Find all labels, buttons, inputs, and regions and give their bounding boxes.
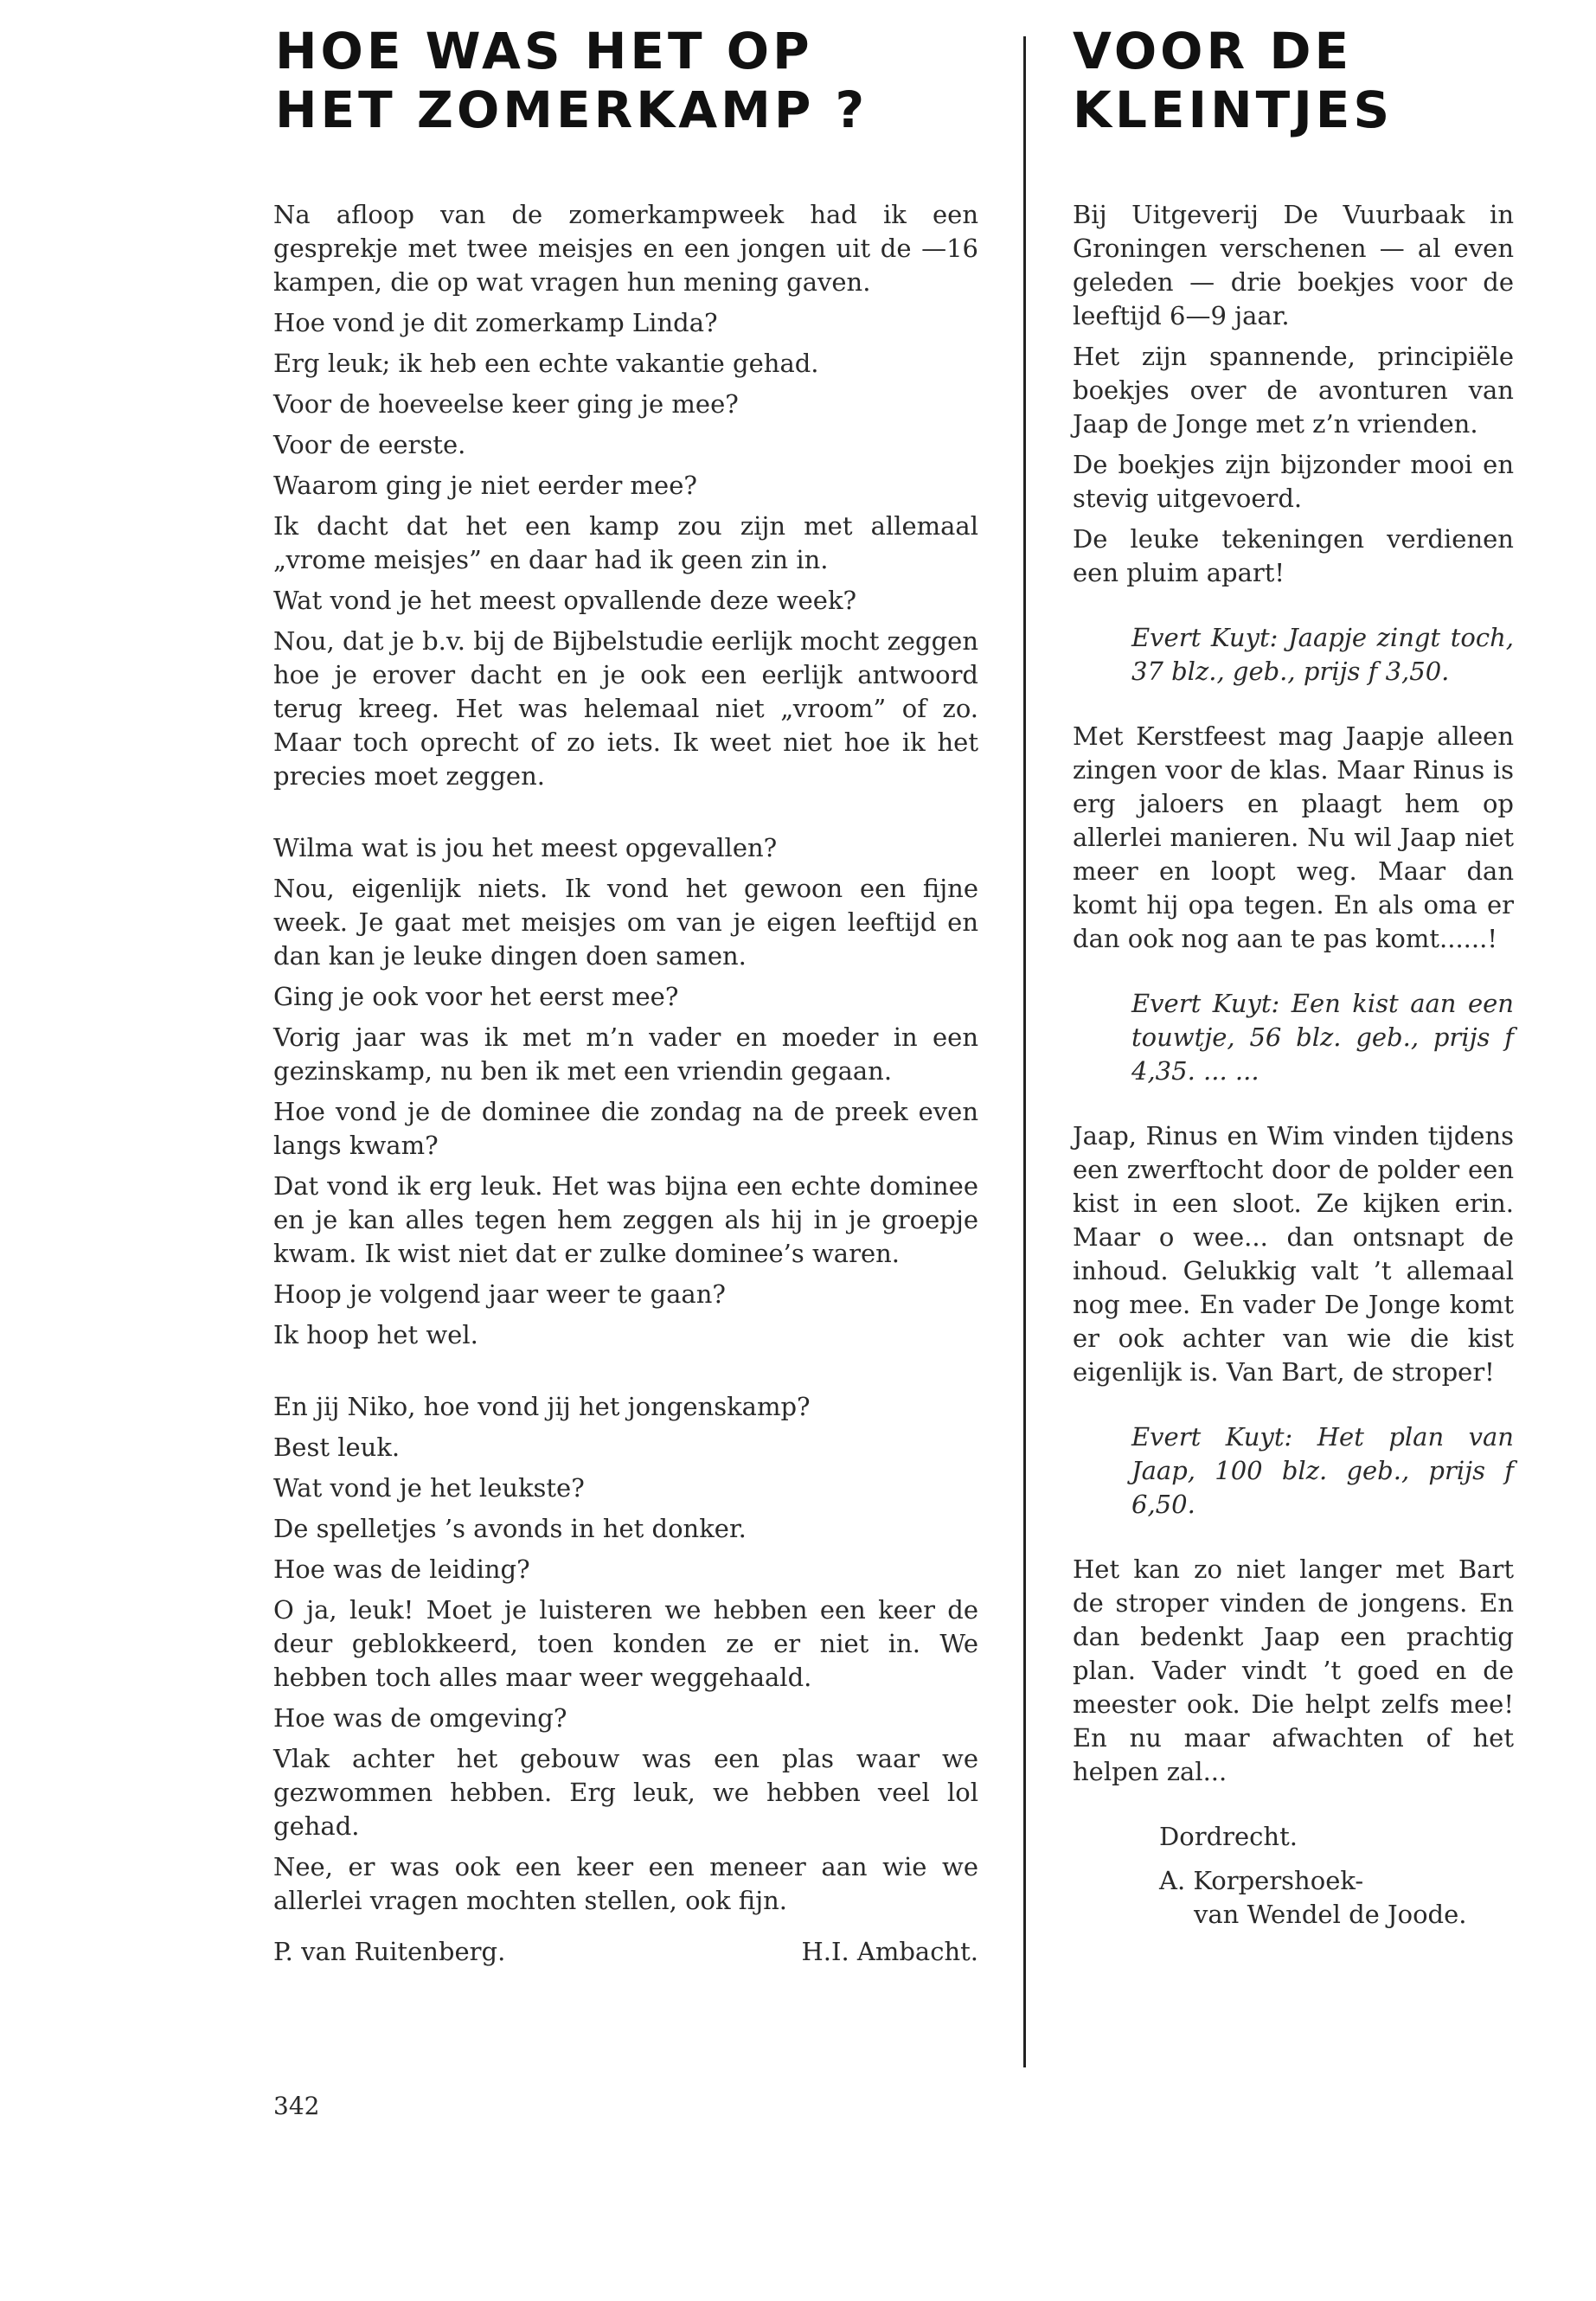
intro-paragraph: Na afloop van de zomerkampweek had ik een gesprekje met twee meisjes en een jongen uit de —16 kampen, die op wat vragen hun mening gaven.	[273, 200, 978, 297]
right-article-body	[1073, 198, 1514, 1932]
left-place: H.I. Ambacht.	[801, 1937, 978, 1966]
answer: Nou, dat je b.v. bij de Bijbelstudie eerlijk mocht zeggen hoe je erover dacht en je ook een eerlijk antwoord terug kreeg. Het was helemaal niet „vroom” of zo. Maar toch oprecht of zo iets. Ik weet niet hoe ik het precies moet zeggen.	[273, 626, 978, 791]
answer: Ik hoop het wel.	[273, 1320, 478, 1349]
right-author-line-2: van Wendel de Joode.	[1194, 1900, 1467, 1929]
question: Waarom ging je niet eerder mee?	[273, 471, 697, 500]
question: Voor de hoeveelse keer ging je mee?	[273, 389, 739, 419]
intro-paragraph: De leuke tekeningen verdienen een pluim apart!	[1073, 524, 1514, 587]
right-author	[1159, 1864, 1514, 1932]
answer: Vorig jaar was ik met m’n vader en moeder in een gezinskamp, nu ben ik met een vriendin gegaan.	[273, 1022, 978, 1086]
answer: Best leuk.	[273, 1433, 401, 1462]
left-title-line-1: HOE WAS HET OP	[275, 22, 813, 80]
answer: Voor de eerste.	[273, 430, 466, 459]
right-author-line-1: A. Korpershoek-	[1159, 1866, 1364, 1895]
question: Hoe was de leiding?	[273, 1554, 530, 1584]
left-title-line-2: HET ZOMERKAMP ?	[275, 80, 869, 139]
answer: Erg leuk; ik heb een echte vakantie gehad.	[273, 349, 819, 378]
section-gap	[273, 1359, 978, 1390]
page-number: 342	[273, 2092, 320, 2120]
answer: O ja, leuk! Moet je luisteren we hebben een keer de deur geblokkeerd, toen konden ze er niet in. We hebben toch alles maar weer weggehaald.	[273, 1595, 978, 1692]
answer: Nee, er was ook een keer een meneer aan wie we allerlei vragen mochten stellen, ook fijn.	[273, 1852, 978, 1915]
answer: Ik dacht dat het een kamp zou zijn met allemaal „vrome meisjes” en daar had ik geen zin in.	[273, 511, 978, 574]
question: Ging je ook voor het eerst mee?	[273, 982, 679, 1011]
right-title-line-2: KLEINTJES	[1073, 80, 1394, 139]
intro-paragraph: Het zijn spannende, principiële boekjes over de avonturen van Jaap de Jonge met z’n vrienden.	[1073, 342, 1514, 439]
book-description-2: Jaap, Rinus en Wim vinden tijdens een zwerftocht door de polder een kist in een sloot. Ze kijken erin. Maar o wee... dan ontsnapt de inhoud. Gelukkig valt ’t allemaal nog mee. En vader De Jonge komt er ook achter van wie die kist eigenlijk is. Van Bart, de stroper!	[1073, 1121, 1514, 1387]
left-signature	[273, 1935, 978, 1969]
question: Wilma wat is jou het meest opgevallen?	[273, 833, 778, 862]
question: Hoe was de omgeving?	[273, 1703, 567, 1733]
section-gap	[273, 800, 978, 831]
answer: Nou, eigenlijk niets. Ik vond het gewoon een fijne week. Je gaat met meisjes om van je eigen leeftijd en dan kan je leuke dingen doen samen.	[273, 874, 978, 971]
question: Wat vond je het leukste?	[273, 1473, 585, 1503]
right-article-title	[1073, 22, 1557, 139]
right-sign-place: Dordrecht.	[1159, 1822, 1298, 1851]
question: Hoe vond je dit zomerkamp Linda?	[273, 308, 718, 337]
book-reference-3: Evert Kuyt: Het plan van Jaap, 100 blz. geb., prijs f 6,50.	[1131, 1422, 1514, 1519]
question: Hoe vond je de dominee die zondag na de preek even langs kwam?	[273, 1097, 978, 1160]
book-reference-1: Evert Kuyt: Jaapje zingt toch, 37 blz., geb., prijs f 3,50.	[1131, 623, 1514, 686]
book-description-1: Met Kerstfeest mag Jaapje alleen zingen voor de klas. Maar Rinus is erg jaloers en plaagt hem op allerlei manieren. Nu wil Jaap niet meer en loopt weg. Maar dan komt hij opa tegen. En als oma er dan ook nog aan te pas komt......!	[1073, 721, 1514, 953]
answer: Vlak achter het gebouw was een plas waar we gezwommen hebben. Erg leuk, we hebben veel lol gehad.	[273, 1744, 978, 1841]
book-reference-2: Evert Kuyt: Een kist aan een touwtje, 56 blz. geb., prijs f 4,35. ... ...	[1131, 989, 1514, 1086]
question: Wat vond je het meest opvallende deze week?	[273, 586, 857, 615]
right-title-line-1: VOOR DE	[1073, 22, 1353, 80]
question: En jij Niko, hoe vond jij het jongenskamp?	[273, 1392, 811, 1421]
question: Hoop je volgend jaar weer te gaan?	[273, 1279, 726, 1309]
left-article-body	[273, 198, 978, 1969]
left-author: P. van Ruitenberg.	[273, 1937, 506, 1966]
book-description-3: Het kan zo niet langer met Bart de stroper vinden de jongens. En dan bedenkt Jaap een prachtig plan. Vader vindt ’t goed en de meester ook. Die helpt zelfs mee! En nu maar afwachten of het helpen zal...	[1073, 1554, 1514, 1786]
left-article-title	[275, 22, 1054, 139]
answer: Dat vond ik erg leuk. Het was bijna een echte dominee en je kan alles tegen hem zeggen als hij in je groepje kwam. Ik wist niet dat er zulke dominee’s waren.	[273, 1171, 978, 1268]
intro-paragraph: Bij Uitgeverij De Vuurbaak in Groningen verschenen — al even geleden — drie boekjes voor de leeftijd 6—9 jaar.	[1073, 200, 1514, 330]
column-divider	[1023, 36, 1026, 2067]
intro-paragraph: De boekjes zijn bijzonder mooi en stevig uitgevoerd.	[1073, 450, 1514, 513]
answer: De spelletjes ’s avonds in het donker.	[273, 1514, 747, 1543]
